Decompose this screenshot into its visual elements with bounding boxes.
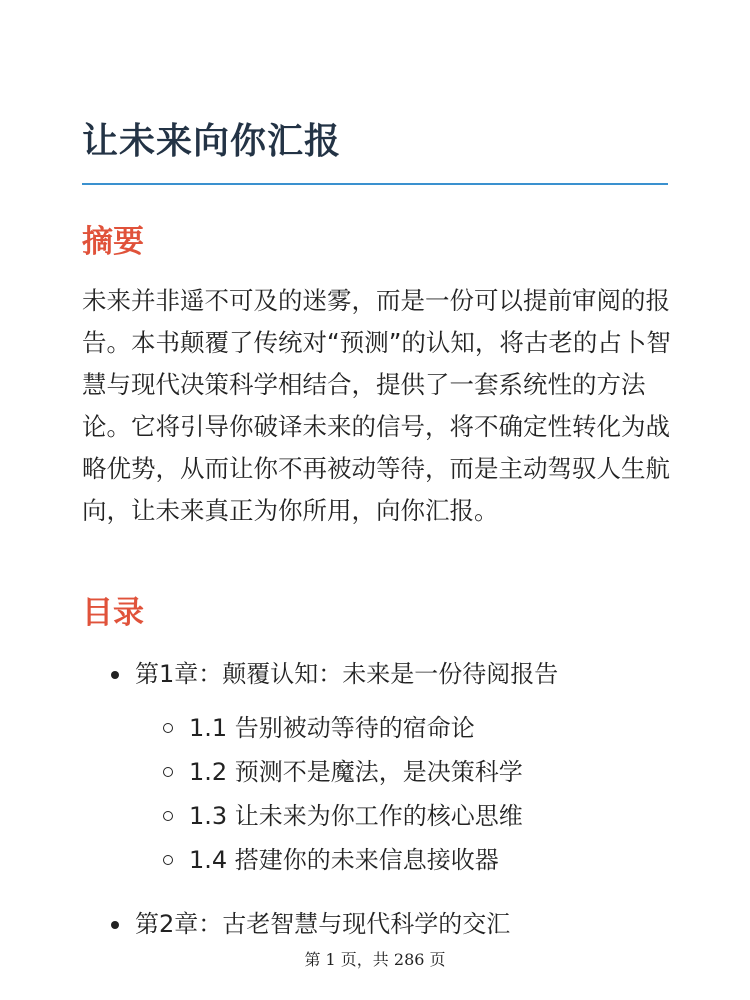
toc-section-list: [135, 706, 750, 882]
toc-heading: 目录: [82, 595, 144, 631]
toc-chapter-1[interactable]: [0, 652, 750, 882]
toc-section-1-1[interactable]: 1.1 告别被动等待的宿命论: [135, 706, 750, 750]
page-number: 第 1 页，共 286 页: [304, 950, 446, 969]
toc-section-1-3[interactable]: 1.3 让未来为你工作的核心思维: [135, 794, 750, 838]
page-title: 让未来向你汇报: [82, 121, 342, 162]
toc-chapter-label: 第1章：颠覆认知：未来是一份待阅报告: [135, 660, 559, 688]
summary-heading: 摘要: [82, 224, 144, 260]
toc-chapter-2[interactable]: [0, 902, 750, 946]
table-of-contents: [0, 652, 750, 946]
toc-chapter-label: 第2章：古老智慧与现代科学的交汇: [135, 910, 511, 938]
summary-paragraph: 未来并非遥不可及的迷雾，而是一份可以提前审阅的报告。本书颠覆了传统对“预测”的认知，将古老的占卜智慧与现代决策科学相结合，提供了一套系统性的方法论。它将引导你破译未来的信号，将不确定性转化为战略优势，从而让你不再被动等待，而是主动驾驭人生航向，让未来真正为你所用，向你汇报。: [82, 286, 671, 525]
title-divider: [82, 183, 668, 185]
toc-section-1-4[interactable]: 1.4 搭建你的未来信息接收器: [135, 838, 750, 882]
toc-section-1-2[interactable]: 1.2 预测不是魔法，是决策科学: [135, 750, 750, 794]
